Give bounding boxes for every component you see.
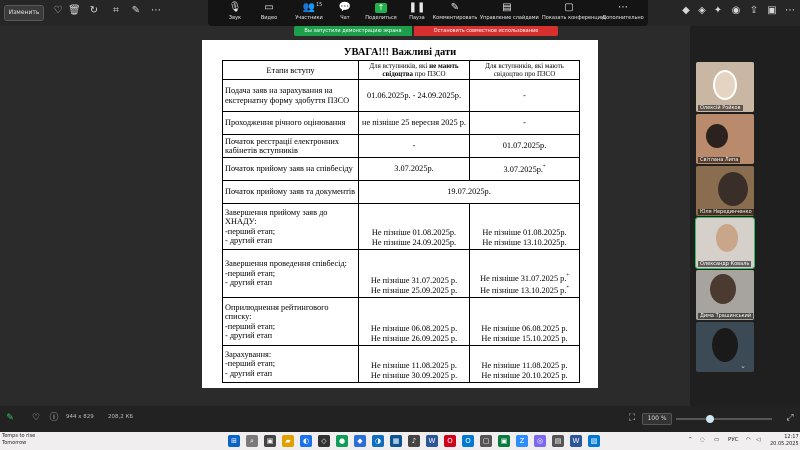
mic-icon: 🎙 — [228, 2, 242, 13]
search-icon[interactable]: ⌕ — [246, 435, 258, 447]
zoom-app-icon[interactable]: Z — [516, 435, 528, 447]
chrome-icon[interactable]: ● — [336, 435, 348, 447]
weather-widget[interactable]: Temps to rise Tomorrow — [2, 433, 36, 446]
table-row — [223, 250, 580, 298]
stage-cell: Подача заяв на зарахування на екстернатну форму здобуття ПЗСО — [223, 80, 359, 112]
app-icon-3[interactable]: ✦ — [713, 5, 723, 16]
annotate-icon: ✎ — [450, 2, 460, 13]
word-icon[interactable]: W — [570, 435, 582, 447]
app-icon[interactable]: ▤ — [552, 435, 564, 447]
word-icon[interactable]: W — [426, 435, 438, 447]
value-cell: Не пізніше 06.08.2025 р. Не пізніше 26.09.2025 р. — [359, 298, 470, 346]
tray-icon[interactable]: ▭ — [714, 437, 720, 443]
share-banner — [294, 26, 558, 36]
favorite-icon[interactable]: ♡ — [31, 413, 41, 423]
draw-icon[interactable]: ✎ — [131, 5, 141, 16]
participant-panel — [694, 44, 800, 376]
zoom-slider[interactable] — [676, 418, 772, 420]
stage-cell: Початок прийому заяв на співбесіду — [223, 158, 359, 181]
table-row — [223, 346, 580, 383]
table-row — [223, 80, 580, 112]
more-options-icon[interactable]: ⋯ — [151, 5, 161, 16]
app-icon[interactable]: ◆ — [354, 435, 366, 447]
slides-button[interactable]: ▤ Управление слайдами — [480, 2, 539, 21]
more-icon: ⋯ — [618, 2, 628, 13]
annotate-button[interactable]: ✎ Комментировать — [428, 2, 482, 26]
slides-icon: ▤ — [502, 2, 512, 13]
participant-video — [713, 70, 737, 100]
volume-icon[interactable]: ◁ — [756, 437, 761, 443]
table-header-row — [223, 61, 580, 80]
table-row — [223, 298, 580, 346]
participant-video — [712, 328, 738, 362]
participants-count: 15 — [316, 2, 323, 8]
edge-icon[interactable]: ◑ — [372, 435, 384, 447]
opera-icon[interactable]: O — [444, 435, 456, 447]
image-canvas — [0, 26, 690, 406]
wifi-icon[interactable]: ◠ — [746, 437, 751, 443]
participant-video — [706, 124, 728, 148]
zoom-toolbar — [208, 0, 648, 26]
window-more-icon[interactable]: ⋯ — [785, 5, 795, 16]
stage-cell: Завершення прийому заяв до ХНАДУ: -перший етап; - другий етап — [223, 204, 359, 250]
stage-cell: Оприлюднення рейтингового списку: -перший етап; - другий етап — [223, 298, 359, 346]
edit-button[interactable]: Изменить — [4, 5, 44, 21]
app-icon-2[interactable]: ◈ — [698, 5, 706, 16]
table-row — [223, 135, 580, 158]
zoom-level[interactable]: 100 % — [642, 413, 672, 425]
app-icon[interactable]: ▢ — [480, 435, 492, 447]
viewer-bottom-bar — [0, 406, 800, 432]
value-cell: Не пізніше 01.08.2025р. Не пізніше 24.09.2025р. — [359, 204, 470, 250]
image-dimensions: 944 x 829 — [66, 414, 94, 420]
header-stage: Етапи вступу — [223, 61, 359, 80]
value-cell: Не пізніше 31.07.2025 р.* Не пізніше 13.10.2025 р.* — [470, 250, 580, 298]
value-cell: Не пізніше 11.08.2025 р. Не пізніше 20.10.2025 р. — [470, 346, 580, 383]
task-view-icon[interactable]: ▣ — [264, 435, 276, 447]
crop-icon[interactable]: ⌗ — [113, 5, 119, 16]
value-cell: Не пізніше 11.08.2025 р. Не пізніше 30.09.2025 р. — [359, 346, 470, 383]
header-col1: Для вступників, які не мають свідоцтва про ПЗСО — [359, 61, 470, 80]
explorer-icon[interactable]: ▰ — [282, 435, 294, 447]
chevron-up-icon[interactable]: ⌃ — [688, 437, 693, 443]
browser-icon[interactable]: ◐ — [300, 435, 312, 447]
stage-cell: Завершення проведення співбесід: -перший етап; - другий етап — [223, 250, 359, 298]
participant-video — [716, 224, 738, 252]
audio-button[interactable]: 🎙 Звук — [208, 2, 262, 26]
app-icon[interactable]: ▣ — [498, 435, 510, 447]
app-icon[interactable]: ▦ — [390, 435, 402, 447]
fullscreen-icon[interactable]: ⤢ — [786, 413, 794, 423]
video-button[interactable]: ▭ Видео — [242, 2, 296, 26]
rotate-icon[interactable]: ↻ — [89, 5, 99, 16]
sharing-status: Вы запустили демонстрацию экрана — [294, 26, 412, 36]
participant-tile[interactable]: Юля Нерединченко — [696, 166, 754, 216]
value-cell: - — [359, 135, 470, 158]
participants-icon: 👥 — [302, 2, 316, 13]
video-icon: ▭ — [264, 2, 274, 13]
taskbar — [0, 432, 800, 450]
participant-tile[interactable]: Світлана Липа — [696, 114, 754, 164]
value-cell: - — [470, 80, 580, 112]
app-icon[interactable]: ◇ — [318, 435, 330, 447]
value-cell: не пізніше 25 вересня 2025 р. — [359, 112, 470, 135]
fit-screen-icon[interactable]: ⛶ — [628, 413, 636, 423]
clock[interactable]: 12:17 20.05.2025 — [770, 434, 799, 447]
merged-value-cell: 19.07.2025р. — [359, 181, 580, 204]
language-indicator[interactable]: РУС — [728, 437, 739, 443]
table-row — [223, 158, 580, 181]
draw-tool-icon[interactable]: ✎ — [6, 413, 14, 423]
document-title: УВАГА!!! Важливі дати — [343, 47, 457, 58]
participant-video — [718, 172, 748, 206]
app-icon-4[interactable]: ◉ — [731, 5, 741, 16]
value-cell: - — [470, 112, 580, 135]
value-cell: Не пізніше 01.08.2025р. Не пізніше 13.10.2025р. — [470, 204, 580, 250]
table-row — [223, 181, 580, 204]
participant-tile[interactable]: Дима Трашинський — [696, 270, 754, 320]
tray-icon[interactable]: ◌ — [700, 437, 705, 443]
show-meeting-icon: ▢ — [564, 2, 574, 13]
participant-tile[interactable]: Олексій Ройков — [696, 62, 754, 112]
stage-cell: Початок прийому заяв та документів — [223, 181, 359, 204]
share-button[interactable]: ↑ Поделиться — [365, 3, 397, 21]
chat-icon: 💬 — [338, 2, 352, 13]
delete-icon[interactable]: 🗑 — [68, 5, 81, 16]
start-icon[interactable]: ⊞ — [228, 435, 240, 447]
value-cell: 3.07.2025р. — [359, 158, 470, 181]
document-page — [202, 40, 598, 388]
table-row — [223, 204, 580, 250]
participant-video — [710, 274, 736, 304]
dates-table — [222, 60, 580, 383]
info-icon[interactable]: ⓘ — [49, 413, 59, 423]
participant-tile-active[interactable]: Олександр Коваль — [696, 218, 754, 268]
value-cell: 01.07.2025р. — [470, 135, 580, 158]
value-cell: Не пізніше 31.07.2025 р. Не пізніше 25.09.2025 р. — [359, 250, 470, 298]
participants-button[interactable]: 👥 15 Участники — [282, 2, 336, 26]
chevron-down-icon[interactable]: ⌄ — [740, 362, 746, 370]
show-meeting-button[interactable]: ▢ Показать конференцию — [542, 2, 606, 21]
table-row — [223, 112, 580, 135]
app-icon[interactable]: ◎ — [534, 435, 546, 447]
app-icon-1[interactable]: ◆ — [682, 5, 690, 16]
value-cell: Не пізніше 06.08.2025 р. Не пізніше 15.10.2025 р. — [470, 298, 580, 346]
save-icon[interactable]: ▣ — [767, 5, 777, 16]
more-button[interactable]: ⋯ Дополнительно — [596, 2, 650, 26]
pause-icon: ❚❚ — [408, 2, 426, 13]
share-out-icon[interactable]: ⇪ — [749, 5, 759, 16]
photos-icon[interactable]: ▧ — [588, 435, 600, 447]
app-icon[interactable]: ♪ — [408, 435, 420, 447]
share-icon: ↑ — [375, 3, 387, 13]
zoom-slider-thumb[interactable] — [706, 415, 714, 423]
stage-cell: Початок реєстрації електронних кабінетів вступників — [223, 135, 359, 158]
stage-cell: Проходження річного оцінювання — [223, 112, 359, 135]
heart-icon[interactable]: ♡ — [53, 5, 63, 16]
chat-button[interactable]: 💬 Чат — [318, 2, 372, 26]
stage-cell: Зарахування: -перший етап; - другий етап — [223, 346, 359, 383]
value-cell: 01.06.2025р. - 24.09.2025р. — [359, 80, 470, 112]
file-size: 208,2 КБ — [108, 414, 134, 420]
stop-share-button[interactable]: Остановить совместное использование — [414, 26, 558, 36]
header-col2: Для вступників, які мають свідоцтво про ПЗСО — [470, 61, 580, 80]
value-cell: 3.07.2025р.* — [470, 158, 580, 181]
pause-button[interactable]: ❚❚ Пауза — [390, 2, 444, 26]
outlook-icon[interactable]: O — [462, 435, 474, 447]
